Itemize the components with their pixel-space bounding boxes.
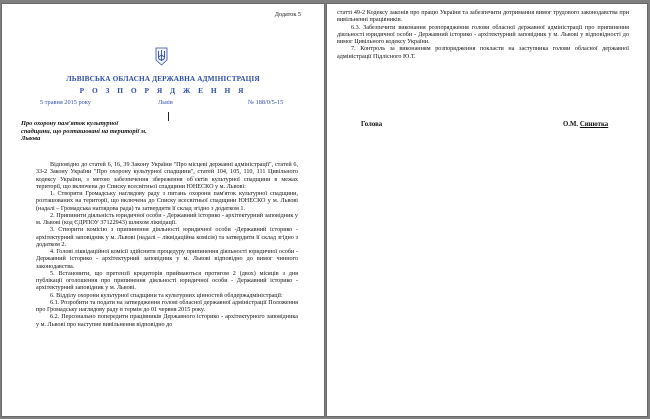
- body-paragraph: 6.1. Розробити та подати на затвердження голові обласної державної адміністрації Положення про Громадську наглядову раду в термін до 01 червня 2015 року.: [36, 299, 298, 313]
- body-paragraph: Відповідно до статей 6, 16, 39 Закону України "Про місцеві державні адміністрації", статей 6, 33-2 Закону України "Про охорону культурної спадщини", статей 104, 105, 110, 111 Цивільного кодексу України, з метою забезпечення збереження об`єктів культурної спадщини в межах території, що включена до Списку всесвітньої спадщини ЮНЕСКО у м. Львові:: [36, 162, 298, 190]
- order-number: № 188/0/5-15: [248, 99, 284, 106]
- body-paragraph: статті 49-2 Кодексу законів про працю України та забезпечити дотримання вимог трудового законодавства при вивільненні працівників.: [337, 10, 629, 24]
- order-subject: Про охорону пам'яток культурної спадщини, що розташовані на території м. Львова: [21, 120, 147, 143]
- body-paragraph: 3. Створити комісію з припинення діяльності юридичної особи -Державний історико - архітектурний заповідник у м. Львові (надалі – ліквідаційна комісія) та затвердити її склад згідно з додатком 2.: [36, 227, 298, 248]
- document-page-2: [327, 4, 647, 416]
- body-paragraph: 6.2. Персонально попередити працівників Державного історико - архітектурного заповідника у м. Львові про наступне вивільнення відповідно до: [36, 314, 298, 328]
- order-city: Львів: [158, 99, 173, 106]
- trident-emblem-icon: [155, 47, 168, 66]
- body-paragraph: 7. Контроль за виконанням розпорядження покласти на заступника голови обласної державної адміністрації Підлісного Ю.Т.: [337, 46, 629, 60]
- document-page-1: [2, 4, 324, 416]
- body-paragraph: 2. Припинити діяльність юридичної особи - Державний історико - архітектурний заповідник у м. Львові (код ЄДРПОУ 37122943) шляхом ліквідації.: [36, 212, 298, 226]
- signatory-initials: О.М.: [563, 121, 580, 128]
- body-paragraph: 6. Відділу охорони культурної спадщини та культурних цінностей облдержадміністрації:: [50, 292, 283, 299]
- signatory-surname: Синютка: [579, 121, 609, 128]
- body-paragraph: 6.3. Забезпечити виконання розпорядження голови обласної державної адміністрації про припинення діяльності юридичної особи - Державний історико - архітектурний заповідник у м. Львові у відповідності до вимог Цивільного кодексу України.: [337, 24, 629, 45]
- addendum-label: Додаток 5: [274, 11, 301, 18]
- signatory-name: [563, 121, 608, 128]
- body-paragraph: 4. Голові ліквідаційної комісії здійснити процедуру припинення діяльності юридичної особи - Державний історико - архітектурний заповідник у м. Львові відповідно до вимог чинного законодавства.: [36, 249, 298, 270]
- document-type-heading: Р О З П О Р Я Д Ж Е Н Н Я: [79, 86, 247, 95]
- order-body: [36, 162, 298, 329]
- order-body-continued: [337, 10, 629, 61]
- signatory-post: Голова: [361, 121, 383, 128]
- text-cursor: [168, 112, 169, 121]
- administration-name: ЛЬВІВСЬКА ОБЛАСНА ДЕРЖАВНА АДМІНІСТРАЦІЯ: [66, 74, 260, 83]
- body-paragraph: 1. Створити Громадську наглядову раду з питань охорони пам'яток культурної спадщини, розташованих на території, що включена до Списку всесвітньої спадщини ЮНЕСКО у м. Львові (надалі – Громадська наглядова рада) та затвердити її склад згідно з додатком 1.: [36, 191, 298, 212]
- body-paragraph: 5. Встановити, що претензії кредиторів приймаються протягом 2 (двох) місяців з дня публікації оголошення про припинення діяльності юридичної особи - Державний історико - архітектурний заповідник у м. Львові.: [36, 270, 298, 292]
- order-date: 5 травня 2015 року: [40, 99, 91, 106]
